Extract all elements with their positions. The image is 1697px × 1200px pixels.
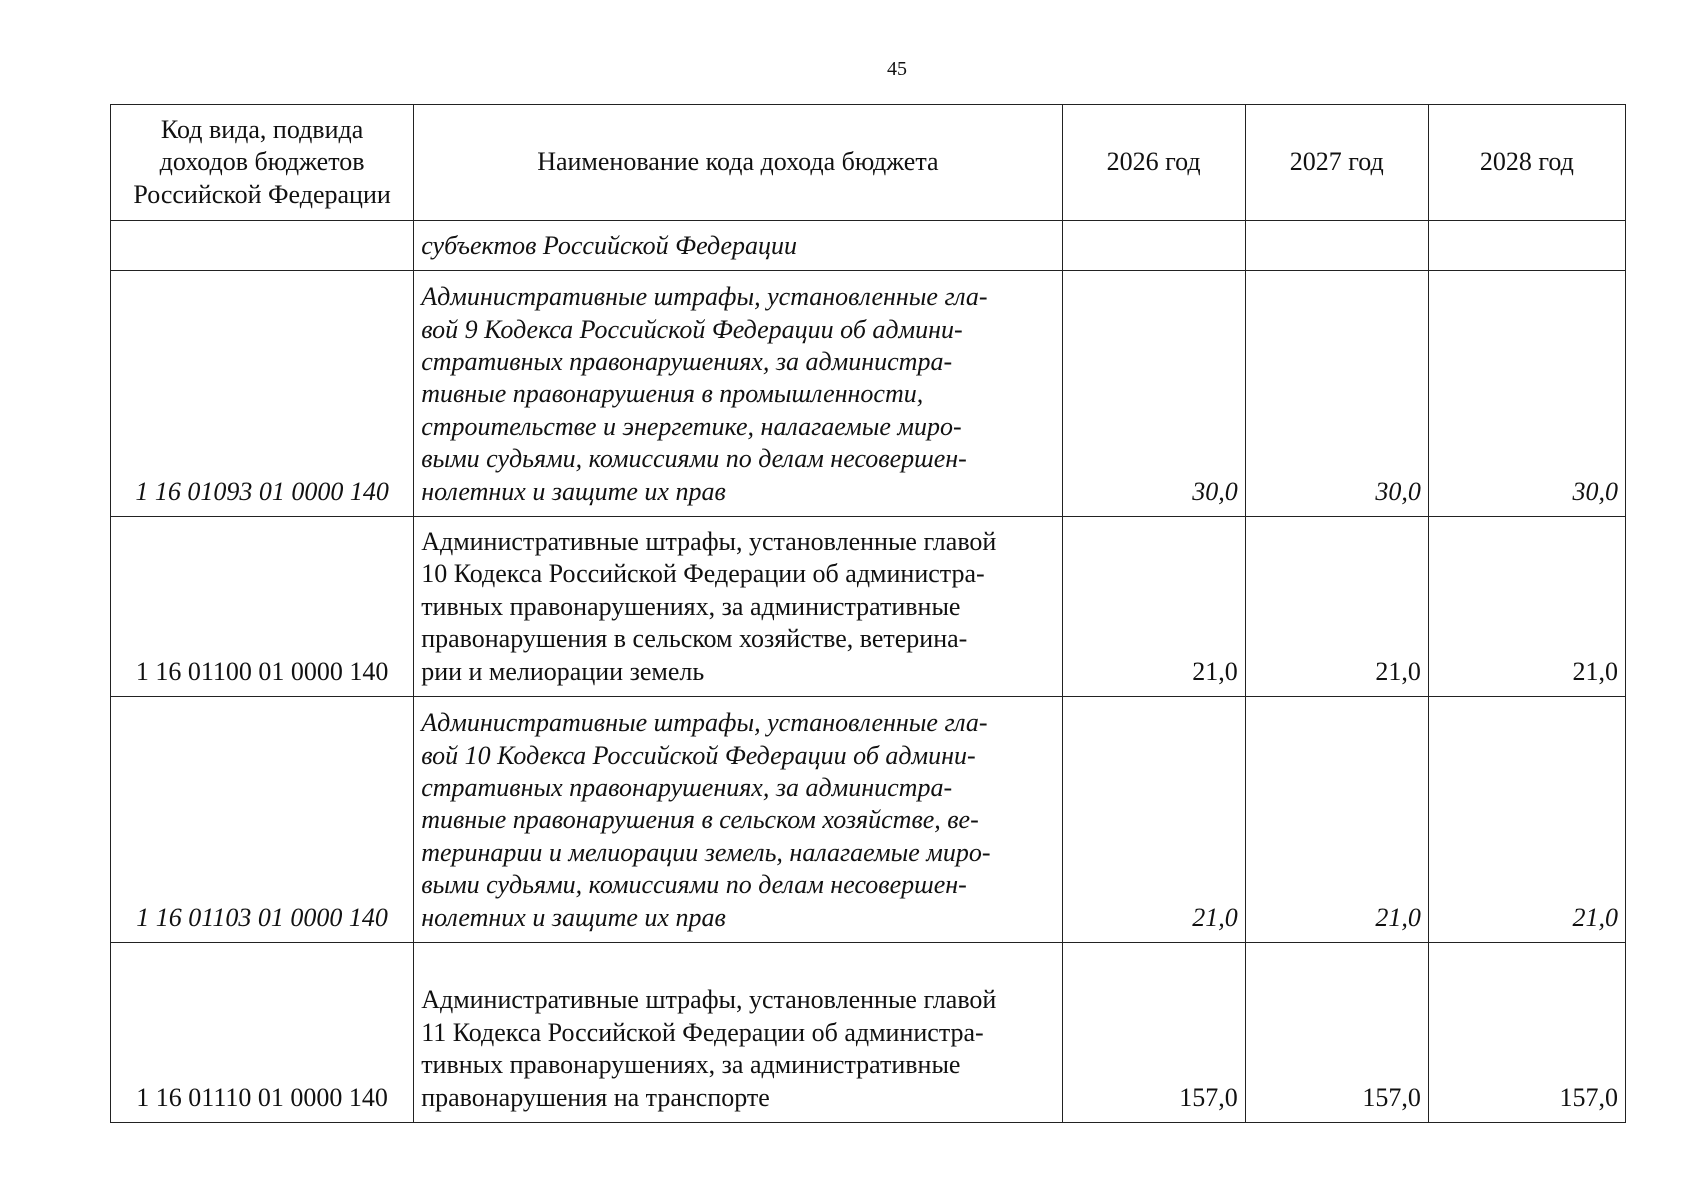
value-2028-cell: 21,0 [1428,517,1625,697]
table-row [111,697,1626,943]
income-name-cell [414,271,1062,517]
income-name-cell [414,697,1062,943]
header-code-line: Код вида, подвида [160,114,364,144]
header-code-line: доходов бюджетов [159,147,365,177]
value-2027-cell: 21,0 [1245,697,1428,943]
header-2027: 2027 год [1245,105,1428,221]
value-2028-cell: 30,0 [1428,271,1625,517]
income-name-line: нолетних и защите их прав [421,476,726,506]
income-name-line: Административные штрафы, установленные главой [421,526,997,556]
income-name-line: стративных правонарушениях, за администра- [421,772,953,802]
income-name-line: 11 Кодекса Российской Федерации об администра- [421,1017,984,1047]
income-name-line: выми судьями, комиссиями по делам несовершен- [421,870,967,900]
income-name-line: вой 9 Кодекса Российской Федерации об админи- [421,314,963,344]
value-2026-cell: 30,0 [1062,271,1245,517]
income-name-cell [414,943,1062,1123]
income-name-line: субъектов Российской Федерации [421,230,797,260]
income-name-line: тивные правонарушения в сельском хозяйстве, ве- [421,805,979,835]
budget-income-table [110,104,1626,1123]
income-name-line: правонарушения в сельском хозяйстве, ветерина- [421,624,968,654]
income-code-cell: 1 16 01100 01 0000 140 [111,517,414,697]
value-2027-cell [1245,221,1428,271]
income-name-line: строительстве и энергетике, налагаемые миро- [421,411,962,441]
header-2026: 2026 год [1062,105,1245,221]
income-name-line: Административные штрафы, установленные главой [421,985,997,1015]
table-header-row [111,105,1626,221]
income-name-line: стративных правонарушениях, за администра- [421,346,953,376]
income-name-cell [414,221,1062,271]
income-name-line: тивные правонарушения в промышленности, [421,379,924,409]
income-name-line: тивных правонарушениях, за административные [421,591,961,621]
value-2028-cell [1428,221,1625,271]
income-name-line: выми судьями, комиссиями по делам несовершен- [421,444,967,474]
header-name: Наименование кода дохода бюджета [414,105,1062,221]
value-2027-cell: 157,0 [1245,943,1428,1123]
value-2026-cell: 21,0 [1062,517,1245,697]
income-name-line: Административные штрафы, установленные гла- [421,708,988,738]
income-code-cell: 1 16 01093 01 0000 140 [111,271,414,517]
value-2026-cell: 21,0 [1062,697,1245,943]
table-row [111,517,1626,697]
income-name-line: Административные штрафы, установленные гла- [421,282,988,312]
income-code-cell: 1 16 01103 01 0000 140 [111,697,414,943]
income-name-line: тивных правонарушениях, за административные [421,1050,961,1080]
income-name-line: нолетних и защите их прав [421,902,726,932]
income-name-line: теринарии и мелиорации земель, налагаемые миро- [421,837,991,867]
table-row [111,221,1626,271]
value-2027-cell: 21,0 [1245,517,1428,697]
value-2026-cell [1062,221,1245,271]
value-2028-cell: 157,0 [1428,943,1625,1123]
header-code [111,105,414,221]
income-name-line: вой 10 Кодекса Российской Федерации об админи- [421,740,976,770]
value-2026-cell: 157,0 [1062,943,1245,1123]
income-name-line: рии и мелиорации земель [421,656,705,686]
header-2028: 2028 год [1428,105,1625,221]
page-number: 45 [887,58,907,80]
income-code-cell [111,221,414,271]
header-code-line: Российской Федерации [133,179,391,209]
income-name-line: правонарушения на транспорте [421,1082,770,1112]
income-code-cell: 1 16 01110 01 0000 140 [111,943,414,1123]
value-2028-cell: 21,0 [1428,697,1625,943]
income-name-cell [414,517,1062,697]
value-2027-cell: 30,0 [1245,271,1428,517]
income-name-line: 10 Кодекса Российской Федерации об администра- [421,559,985,589]
table-row [111,271,1626,517]
table-row [111,943,1626,1123]
